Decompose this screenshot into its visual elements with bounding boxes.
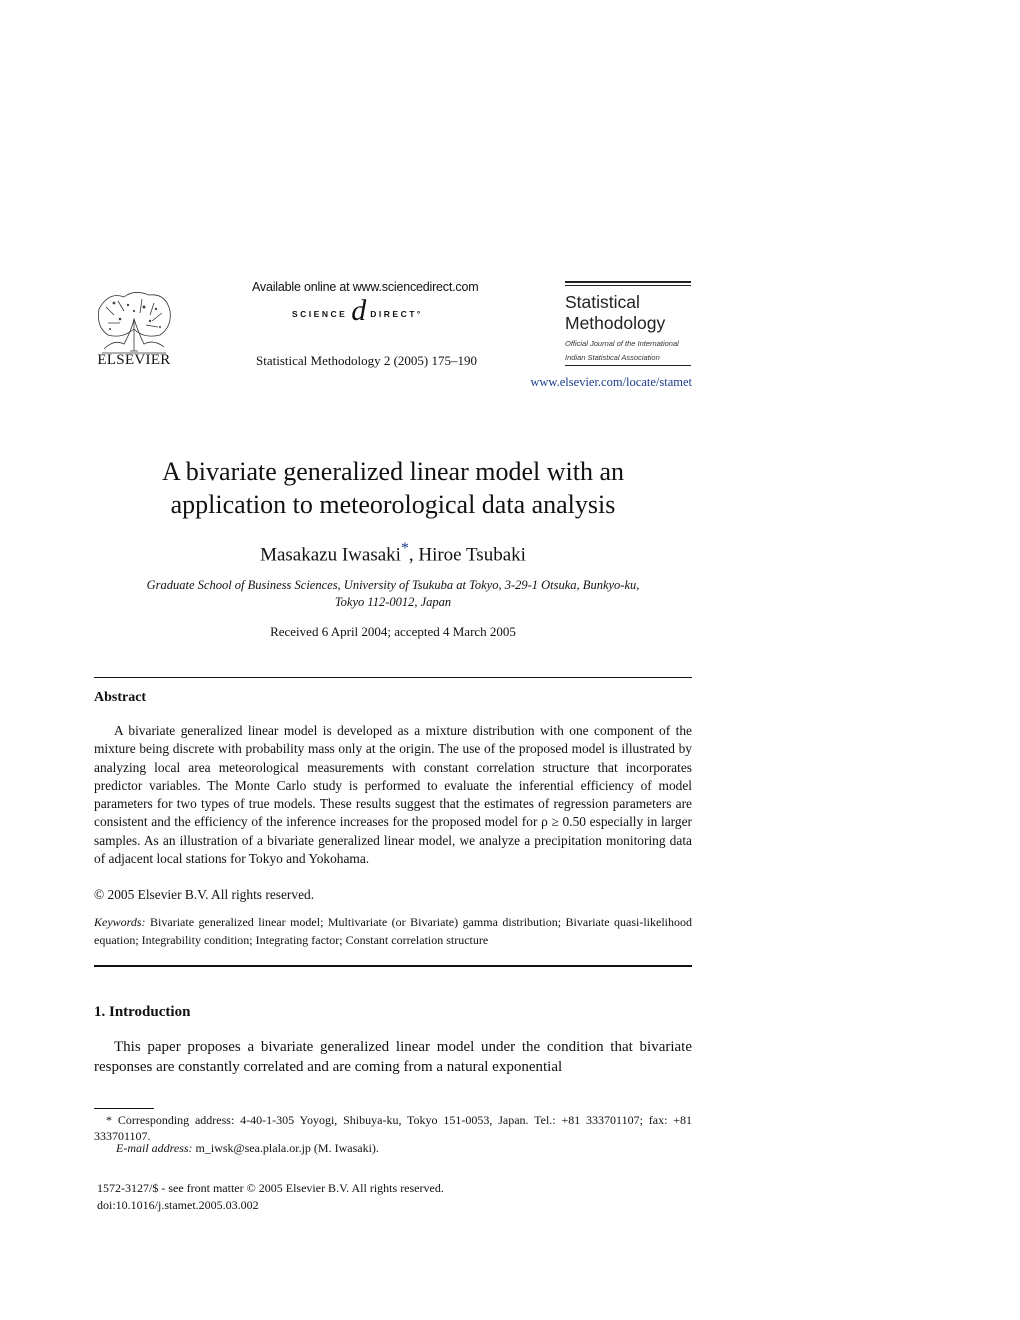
- section-heading-introduction: 1. Introduction: [94, 1004, 191, 1020]
- journal-cover-logo: [565, 281, 691, 366]
- email-label: E-mail address:: [116, 1141, 193, 1155]
- author-separator: ,: [408, 544, 419, 566]
- journal-rule-bottom: [565, 365, 691, 366]
- affiliation-line2: Tokyo 112-0012, Japan: [334, 595, 452, 609]
- journal-title-line1: Statistical: [565, 292, 640, 312]
- affiliation-line1: Graduate School of Business Sciences, University of Tsukuba at Tokyo, 3-29-1 Otsuka, Bunkyo-ku,: [146, 578, 640, 592]
- abstract-rule-bottom: [94, 965, 692, 967]
- front-matter-info: [97, 1180, 444, 1214]
- sciencedirect-left: SCIENCE: [292, 309, 348, 319]
- introduction-text: This paper proposes a bivariate generalized linear model under the condition that bivariate responses are constantly correlated and are coming from a natural exponential: [94, 1039, 692, 1075]
- corresponding-author-link[interactable]: *: [400, 540, 409, 557]
- article-title-line2: application to meteorological data analysis: [170, 490, 616, 519]
- keywords-label: Keywords:: [94, 915, 146, 929]
- journal-title-line2: Methodology: [565, 313, 666, 333]
- footnote-corresponding-address: * Corresponding address: 4-40-1-305 Yoyogi, Shibuya-ku, Tokyo 151-0053, Japan. Tel.: +81 333701107; fax: +81 333701107.: [94, 1113, 692, 1143]
- journal-reference: Statistical Methodology 2 (2005) 175–190: [256, 353, 477, 368]
- journal-subtitle-line1: Official Journal of the International: [565, 339, 679, 348]
- keywords-list: Bivariate generalized linear model; Multivariate (or Bivariate) gamma distribution; Bivariate quasi-likelihood equation; Integrability condition; Integrating factor; Constant correlation structure: [94, 915, 692, 947]
- keywords: [94, 913, 692, 949]
- author-1: Masakazu Iwasaki: [260, 544, 401, 566]
- abstract-rule-top: [94, 677, 692, 678]
- sciencedirect-right: DIRECT°: [370, 309, 423, 319]
- author-2: Hiroe Tsubaki: [418, 544, 526, 566]
- abstract-text: A bivariate generalized linear model is developed as a mixture distribution with one component of the mixture being discrete with probability mass only at the origin. The use of the proposed model is illustrated by analyzing local area meteorological measurements with constant correlation structure that incorporates predictor variables. The Monte Carlo study is performed to evaluate the inferential efficiency of model parameters for two types of true models. These results suggest that the estimates of regression parameters are consistent and the efficiency of the inference increases for the proposed model for ρ ≥ 0.50 especially in larger samples. As an illustration of a bivariate generalized linear model, we analyze a precipitation monitoring data of adjacent local stations for Tokyo and Yokohama.: [94, 723, 692, 867]
- issn-line: 1572-3127/$ - see front matter © 2005 Elsevier B.V. All rights reserved.: [97, 1181, 444, 1195]
- footnote-email: [116, 1141, 379, 1156]
- journal-url-link[interactable]: www.elsevier.com/locate/stamet: [530, 375, 692, 389]
- authors: [94, 540, 692, 566]
- abstract-heading: Abstract: [94, 690, 147, 705]
- journal-rule-top: [565, 281, 691, 286]
- received-dates: Received 6 April 2004; accepted 4 March 2005: [270, 624, 516, 639]
- journal-subtitle-line2: Indian Statistical Association: [565, 353, 660, 362]
- footnote-rule: [94, 1108, 154, 1109]
- email-address-link[interactable]: m_iwsk@sea.plala.or.jp (M. Iwasaki).: [192, 1141, 379, 1155]
- available-online-text: Available online at www.sciencedirect.com: [252, 280, 479, 294]
- article-title-line1: A bivariate generalized linear model with an: [161, 457, 625, 486]
- doi-line[interactable]: doi:10.1016/j.stamet.2005.03.002: [97, 1198, 259, 1212]
- article-title: [94, 455, 692, 521]
- publisher-name: ELSEVIER: [97, 352, 171, 368]
- copyright-notice: © 2005 Elsevier B.V. All rights reserved.: [94, 887, 315, 902]
- affiliation: [94, 577, 692, 611]
- sciencedirect-mark-icon: d: [351, 294, 367, 327]
- sciencedirect-logo: [292, 294, 423, 328]
